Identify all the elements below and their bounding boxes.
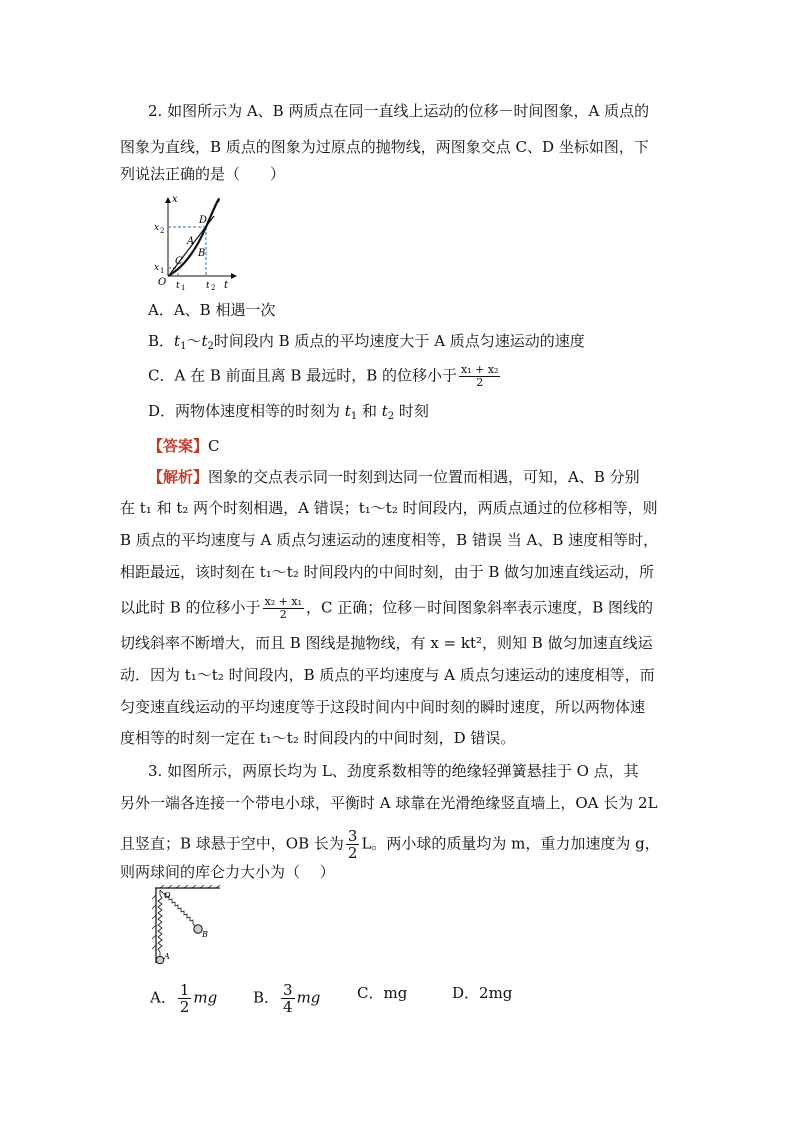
ball-a-label: A: [164, 952, 170, 961]
svg-text:2: 2: [211, 284, 216, 290]
answer-value: C: [208, 437, 220, 455]
q2-analysis-line-2: 在 t₁ 和 t₂ 两个时刻相遇，A 错误；t₁～t₂ 时间段内，两质点通过的位移相等，则: [120, 499, 658, 517]
svg-text:t: t: [224, 280, 229, 290]
q3-option-a[interactable]: A． $\frac{1}{2}$ mg: [150, 981, 218, 1016]
q2-option-a[interactable]: A．A、B 相遇一次: [148, 301, 276, 319]
svg-text:t: t: [176, 281, 180, 290]
svg-text:B: B: [198, 248, 206, 259]
svg-text:x: x: [154, 223, 160, 233]
q2-analysis-line-4: 相距最远，该时刻在 t₁～t₂ 时间段内的中间时刻，由于 B 做匀加速直线运动，所: [120, 563, 655, 581]
q3-option-d[interactable]: D．2mg: [452, 984, 513, 1002]
frac-x1-x2-over-2: $\frac{\text{x₁ + x₂}}{2}$: [461, 363, 499, 389]
svg-text:2: 2: [160, 227, 165, 235]
axis-x-label: x: [172, 194, 178, 205]
q2-option-b[interactable]: B．$t_1\sim t_2$时间段内 B 质点的平均速度大于 A 质点匀速运动的速度: [148, 332, 585, 352]
q2-xt-graph: [148, 190, 248, 290]
q2-analysis-line-6: 切线斜率不断增大，而且 B 图线是抛物线，有 x = kt²，则知 B 做匀加速直线运: [120, 634, 653, 652]
svg-text:1: 1: [160, 267, 165, 275]
q2-stem-line-3: 列说法正确的是（ ）: [120, 165, 286, 183]
q3-stem-line-2: 另外一端各连接一个带电小球，平衡时 A 球靠在光滑绝缘竖直墙上，OA 长为 2L: [120, 794, 658, 812]
analysis-tag: 【解析】: [148, 468, 209, 486]
q2-analysis-line-3: B 质点的平均速度与 A 质点匀速运动的速度相等，B 错误 当 A、B 速度相等时，: [120, 531, 659, 549]
ball-b-label: B: [202, 930, 208, 939]
q3-option-c[interactable]: C．mg: [357, 984, 408, 1002]
q2-analysis-line-7: 动．因为 t₁～t₂ 时间段内，B 质点的平均速度与 A 质点匀速运动的速度相等，而: [120, 666, 655, 684]
svg-text:t: t: [206, 281, 210, 290]
svg-text:1: 1: [181, 284, 186, 290]
q3-spring-figure: [150, 885, 230, 967]
q2-stem-line-2: 图象为直线，B 质点的图象为过原点的抛物线，两图象交点 C、D 坐标如图，下: [120, 138, 649, 156]
svg-text:x: x: [154, 263, 160, 273]
q3-option-b[interactable]: B． $\frac{3}{4}$ mg: [253, 981, 321, 1016]
frac-x2-x1-over-2: $\frac{\text{x₂ + x₁}}{2}$: [264, 595, 302, 621]
q3-stem-line-1: 3. 如图所示，两原长均为 L、劲度系数相等的绝缘轻弹簧悬挂于 O 点，其: [148, 762, 639, 780]
svg-text:A: A: [187, 236, 195, 247]
q2-option-d[interactable]: D．两物体速度相等的时刻为 $t_1$ 和 $t_2$ 时刻: [148, 402, 429, 422]
q2-analysis-line-5: 以此时 B 的位移小于 $\frac{\text{x₂ + x₁}}{2}$ ，C 正确；位移－时间图象斜率表示速度，B 图线的: [120, 595, 654, 621]
q3-stem-line-3: 且竖直；B 球悬于空中，OB 长为 $\frac{3}{2}$ L。两小球的质量均为 m，重力加速度为 g，: [120, 827, 660, 862]
q2-stem-line-1: 2. 如图所示为 A、B 两质点在同一直线上运动的位移－时间图象，A 质点的: [148, 102, 650, 120]
svg-text:D: D: [199, 215, 208, 226]
q3-stem-line-4: 则两球间的库仑力大小为（ ）: [120, 863, 335, 881]
q2-answer: [148, 436, 220, 456]
svg-text:C: C: [175, 256, 183, 267]
frac-3-over-2: $\frac{3}{2}$: [347, 827, 358, 862]
q2-option-c[interactable]: C．A 在 B 前面且离 B 最远时，B 的位移小于 $\frac{\text{x₁ + x₂}}{2}$: [148, 363, 499, 389]
svg-text:O: O: [158, 277, 167, 288]
q2-analysis-line-1: 【解析】图象的交点表示同一时刻到达同一位置而相遇，可知，A、B 分别: [148, 468, 640, 486]
answer-tag: 【答案】: [148, 437, 209, 455]
q2-analysis-line-9: 度相等的时刻一定在 t₁～t₂ 时间段内的中间时刻，D 错误。: [120, 729, 516, 747]
point-o-label: O: [164, 891, 171, 900]
q2-analysis-line-8: 匀变速直线运动的平均速度等于这段时间内中间时刻的瞬时速度，所以两物体速: [120, 698, 646, 716]
